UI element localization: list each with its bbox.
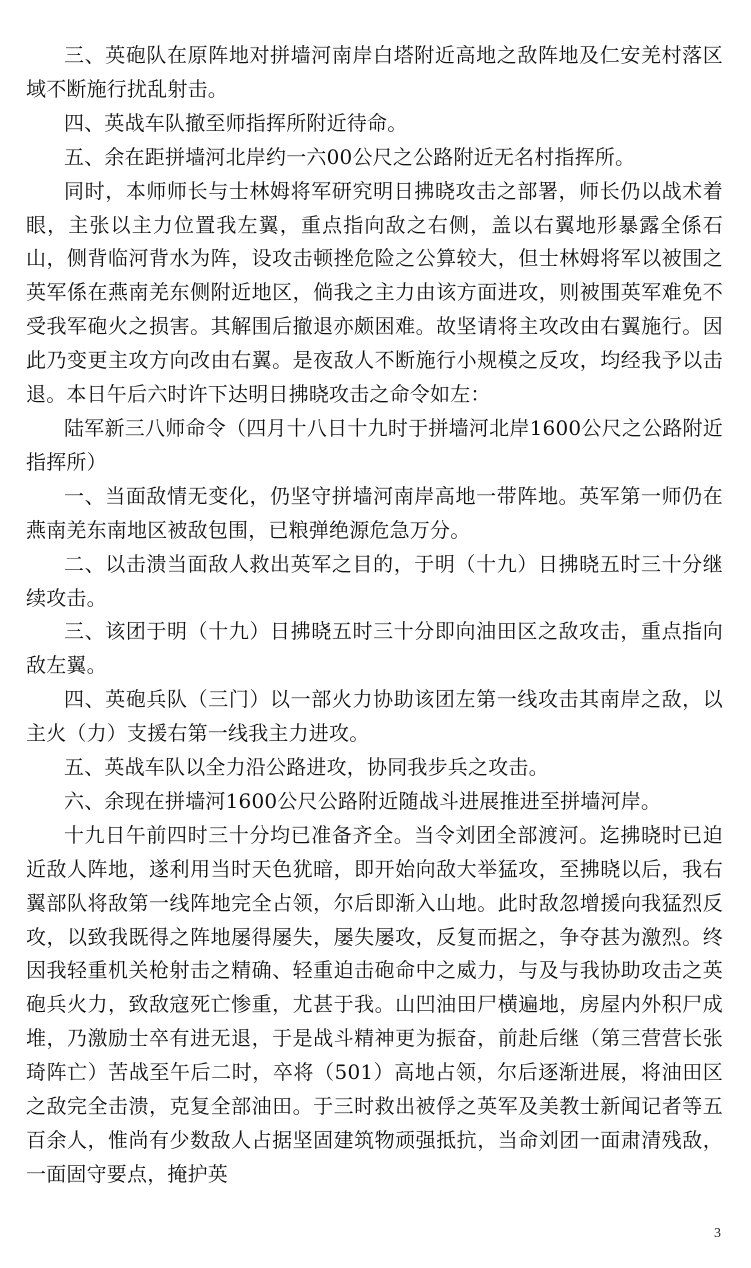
paragraph-artillery-harassing-fire: 三、英砲队在原阵地对拼墙河南岸白塔附近高地之敌阵地及仁安羌村落区域不断施行扰乱射击。 [26, 43, 723, 101]
paragraph-order-item-4: 四、英砲兵队（三门）以一部火力协助该团左第一线攻击其南岸之敌，以主火（力）支援右第一线我主力进攻。 [26, 687, 723, 746]
paragraph-order-item-5: 五、英战车队以全力沿公路进攻，协同我步兵之攻击。 [64, 755, 549, 780]
paragraph-battle-narrative: 十九日午前四时三十分均已准备齐全。当令刘团全部渡河。迄拂晓时已迫近敌人阵地，遂利用当时天色犹暗，即开始向敌大举猛攻，至拂晓以后，我右翼部队将敌第一线阵地完全占领，尔后即渐入山地。此时敌忽增援向我猛烈反攻，以致我既得之阵地屡得屡失，屡失屡攻，反复而据之，争夺甚为激烈。终因我轻重机关枪射击之精确、轻重迫击砲命中之威力，与及与我协助攻击之英砲兵火力，致敌寇死亡惨重，尤甚于我。山凹油田尸横遍地，房屋内外积尸成堆，乃激励士卒有进无退，于是战斗精神更为振奋，前赴后继（第三营营长张琦阵亡）苦战至午后二时，卒将（501）高地占领，尔后逐渐进展，将油田区之敌完全击溃，克复全部油田。于三时救出被俘之英军及美教士新闻记者等五百余人，惟尚有少数敌人占据坚固建筑物顽强抵抗，当命刘团一面肃清残敌，一面固守要点，掩护英 [26, 822, 723, 1186]
paragraph-tank-unit-standby: 四、英战车队撤至师指挥所附近待命。 [64, 110, 408, 135]
paragraph-division-order-heading: 陆军新三八师命令（四月十八日十九时于拼墙河北岸1600公尺之公路附近指挥所） [26, 415, 723, 474]
paragraph-order-item-6: 六、余现在拼墙河1600公尺公路附近随战斗进展推进至拼墙河岸。 [64, 788, 662, 813]
paragraph-order-item-1: 一、当面敌情无变化，仍坚守拼墙河南岸高地一带阵地。英军第一师仍在燕南羌东南地区被敌包围，已粮弹绝源危急万分。 [26, 483, 723, 542]
paragraph-order-item-3: 三、该团于明（十九）日拂晓五时三十分即向油田区之敌攻击，重点指向敌左翼。 [26, 619, 723, 678]
page-number: 3 [714, 1226, 721, 1241]
paragraph-attack-deployment-discussion: 同时，本师师长与士林姆将军研究明日拂晓攻击之部署，师长仍以战术着眼，主张以主力位置我左翼，重点指向敌之右侧，盖以右翼地形暴露全係石山，侧背临河背水为阵，设攻击顿挫危险之公算较大，但士林姆将军以被围之英军係在燕南羌东侧附近地区，倘我之主力由该方面进攻，则被围英军难免不受我军砲火之损害。其解围后撤退亦颇困难。故坚请将主攻改由右翼施行。因此乃变更主攻方向改由右翼。是夜敌人不断施行小规模之反攻，均经我予以击退。本日午后六时许下达明日拂晓攻击之命令如左： [26, 178, 723, 407]
paragraph-order-item-2: 二、以击溃当面敌人救出英军之目的，于明（十九）日拂晓五时三十分继续攻击。 [26, 551, 723, 610]
paragraph-command-post-location: 五、余在距拼墙河北岸约一六00公尺之公路附近无名村指挥所。 [64, 144, 636, 169]
document-body [26, 39, 723, 1192]
